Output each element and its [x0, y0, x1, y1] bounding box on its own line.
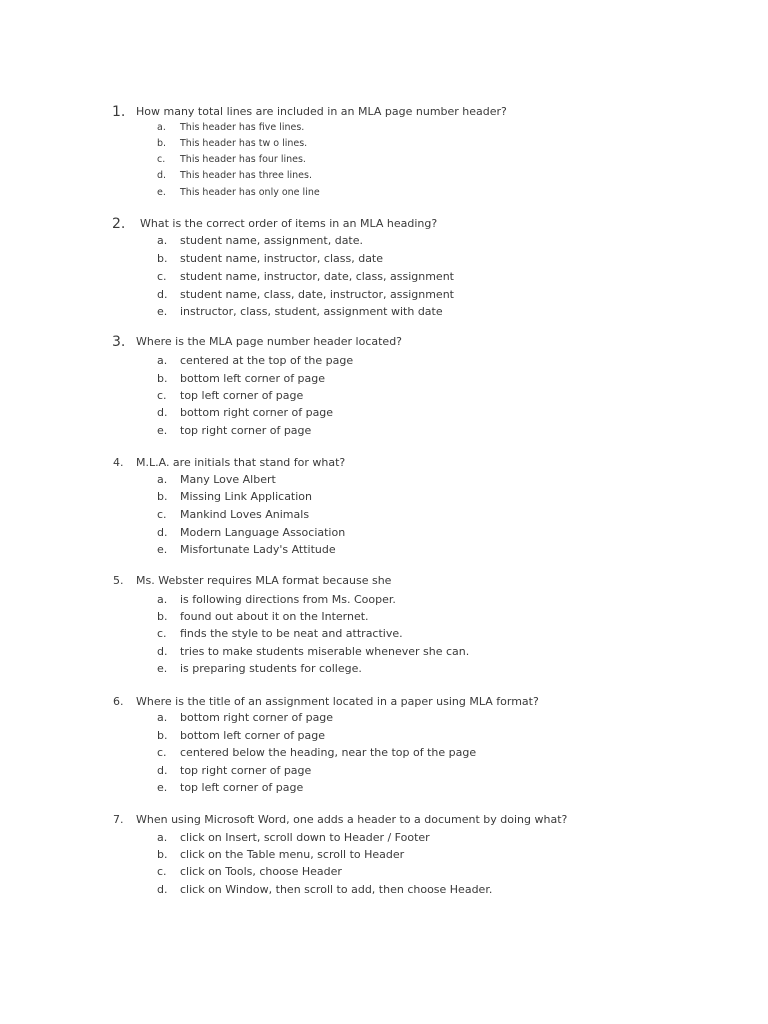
option-letter: b. — [157, 848, 168, 861]
option-text: This header has four lines. — [180, 154, 306, 165]
option-text: top right corner of page — [180, 764, 312, 777]
question-text: Where is the MLA page number header located? — [136, 335, 403, 348]
option-letter: e. — [157, 187, 166, 198]
option-letter: b. — [157, 252, 168, 265]
option-letter: c. — [157, 270, 167, 283]
option-letter: a. — [157, 711, 168, 724]
option-text: instructor, class, student, assignment with date — [180, 305, 443, 318]
option-letter: c. — [157, 865, 167, 878]
option-letter: d. — [157, 170, 167, 181]
question-text: Ms. Webster requires MLA format because she — [136, 574, 392, 587]
option-text: student name, instructor, date, class, assignment — [180, 270, 454, 283]
option-text: top left corner of page — [180, 389, 304, 402]
option-text: top left corner of page — [180, 781, 304, 794]
question-number: 2. — [112, 216, 126, 232]
option-text: This header has tw o lines. — [180, 138, 308, 149]
option-text: Modern Language Association — [180, 526, 346, 539]
option-letter: a. — [157, 122, 166, 133]
option-text: centered at the top of the page — [180, 354, 354, 367]
option-letter: e. — [157, 662, 168, 675]
option-text: top right corner of page — [180, 424, 312, 437]
option-letter: b. — [157, 490, 168, 503]
option-text: student name, instructor, class, date — [180, 252, 384, 265]
option-text: bottom right corner of page — [180, 711, 334, 724]
option-letter: d. — [157, 526, 168, 539]
option-text: found out about it on the Internet. — [180, 610, 369, 623]
option-letter: d. — [157, 645, 168, 658]
option-letter: a. — [157, 234, 168, 247]
option-letter: a. — [157, 354, 168, 367]
question-text: How many total lines are included in an MLA page number header? — [136, 105, 507, 118]
option-text: centered below the heading, near the top of the page — [180, 746, 477, 759]
option-letter: d. — [157, 406, 168, 419]
option-text: This header has five lines. — [180, 122, 305, 133]
option-letter: c. — [157, 389, 167, 402]
option-text: click on Window, then scroll to add, then choose Header. — [180, 883, 493, 896]
option-text: click on the Table menu, scroll to Header — [180, 848, 405, 861]
option-letter: c. — [157, 627, 167, 640]
question-text: When using Microsoft Word, one adds a header to a document by doing what? — [136, 813, 568, 826]
option-letter: b. — [157, 138, 167, 149]
option-letter: a. — [157, 473, 168, 486]
option-letter: c. — [157, 154, 166, 165]
question-text: M.L.A. are initials that stand for what? — [136, 456, 346, 469]
option-letter: e. — [157, 781, 168, 794]
option-text: Missing Link Application — [180, 490, 312, 503]
question-number: 5. — [113, 574, 124, 587]
option-text: bottom right corner of page — [180, 406, 334, 419]
question-number: 6. — [113, 695, 124, 708]
option-letter: d. — [157, 288, 168, 301]
option-letter: b. — [157, 729, 168, 742]
option-text: Misfortunate Lady's Attitude — [180, 543, 336, 556]
question-number: 4. — [113, 456, 124, 469]
question-number: 3. — [112, 334, 126, 350]
option-letter: c. — [157, 508, 167, 521]
option-letter: d. — [157, 764, 168, 777]
option-letter: e. — [157, 305, 168, 318]
option-text: student name, class, date, instructor, assignment — [180, 288, 454, 301]
option-text: click on Tools, choose Header — [180, 865, 342, 878]
option-text: bottom left corner of page — [180, 372, 326, 385]
option-letter: a. — [157, 593, 168, 606]
option-text: This header has three lines. — [180, 170, 312, 181]
option-text: Mankind Loves Animals — [180, 508, 310, 521]
option-text: click on Insert, scroll down to Header / Footer — [180, 831, 430, 844]
option-text: is preparing students for college. — [180, 662, 362, 675]
option-letter: e. — [157, 424, 168, 437]
option-letter: b. — [157, 610, 168, 623]
option-text: bottom left corner of page — [180, 729, 326, 742]
option-letter: c. — [157, 746, 167, 759]
option-text: Many Love Albert — [180, 473, 276, 486]
option-text: This header has only one line — [180, 187, 320, 198]
question-text: What is the correct order of items in an MLA heading? — [140, 217, 438, 230]
option-letter: e. — [157, 543, 168, 556]
option-letter: b. — [157, 372, 168, 385]
option-text: tries to make students miserable whenever she can. — [180, 645, 470, 658]
question-number: 7. — [113, 813, 124, 826]
option-text: is following directions from Ms. Cooper. — [180, 593, 396, 606]
option-letter: d. — [157, 883, 168, 896]
option-letter: a. — [157, 831, 168, 844]
option-text: finds the style to be neat and attractive. — [180, 627, 403, 640]
question-text: Where is the title of an assignment located in a paper using MLA format? — [136, 695, 539, 708]
option-text: student name, assignment, date. — [180, 234, 364, 247]
question-number: 1. — [112, 104, 126, 120]
